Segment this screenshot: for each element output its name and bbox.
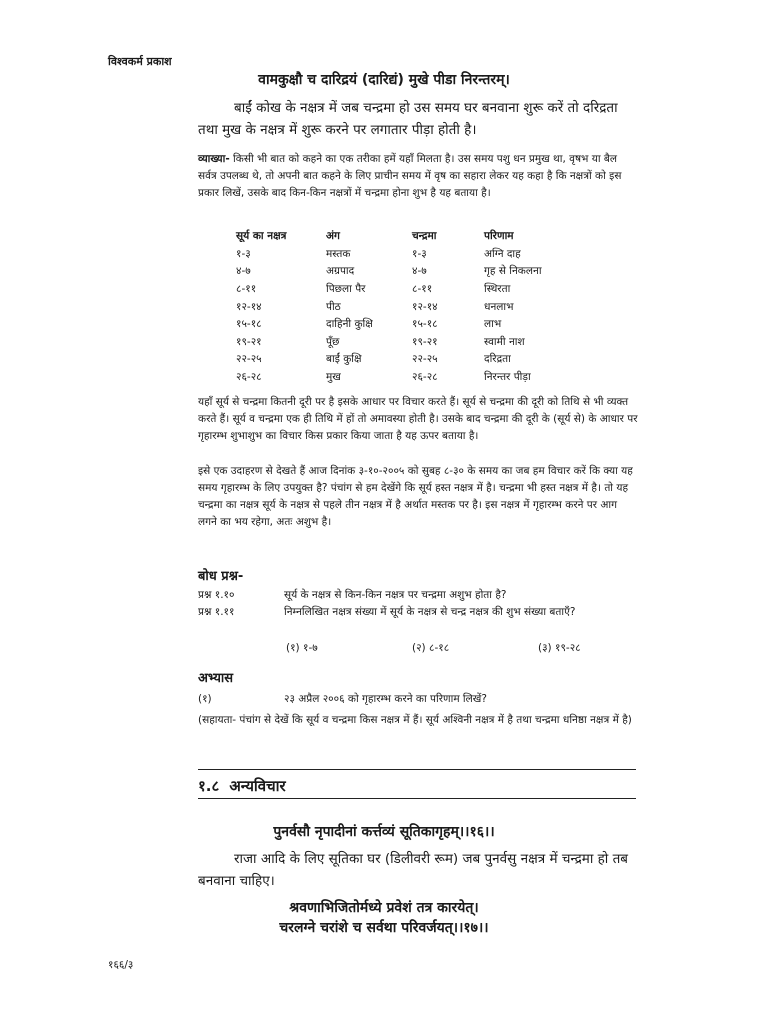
example-paragraph: इसे एक उदाहरण से देखते हैं आज दिनांक ३-१०-२००५ को सुबह ८-३० के समय का जब हम विचार करें कि क्या यह समय गृहारम्भ के लिए उपयुक्त है? पंचांग से हम देखेंगे कि सूर्य हस्त नक्षत्र में है। चन्द्रमा भी हस्त नक्षत्र में है। तो यह चन्द्रमा का नक्षत्र सूर्य के नक्षत्र से पहले तीन नक्षत्र में है अर्थात मस्तक पर है। इस नक्षत्र में गृहारम्भ करने पर आग लगने का भय रहेगा, अतः अशुभ है। (198, 465, 633, 528)
question-number: प्रश्न १.१० (198, 589, 235, 601)
table-row (236, 263, 604, 281)
explanation-label: व्याख्या- (198, 153, 230, 165)
table-cell: २६-२८ (412, 370, 438, 383)
col-header-result: परिणाम (484, 230, 514, 242)
question-number: प्रश्न १.११ (198, 606, 235, 618)
table-cell: पिछला पैर (326, 282, 366, 295)
table-cell: लाभ (484, 318, 502, 331)
table-row (236, 368, 604, 386)
page-number: १६६/३ (108, 959, 134, 971)
explanation-paragraph-2: यहाँ सूर्य से चन्द्रमा कितनी दूरी पर है इसके आधार पर विचार करते हैं। सूर्य से चन्द्रमा की दूरी को तिथि से भी व्यक्त करते हैं। सूर्य व चन्द्रमा एक ही तिथि में हों तो अमावस्या होती है। उसके बाद चन्द्रमा की दूरी के (सूर्य से) के आधार पर गृहारम्भ शुभाशुभ का विचार किस प्रकार किया जाता है यह ऊपर बताया है। (198, 396, 638, 442)
table-cell: अग्रपाद (326, 265, 355, 278)
abhyas-heading: अभ्यास (198, 671, 234, 686)
question-text: निम्नलिखित नक्षत्र संख्या में सूर्य के नक्षत्र से चन्द्र नक्षत्र की शुभ संख्या बताएँ? (284, 606, 576, 618)
explanation-text: किसी भी बात को कहने का एक तरीका हमें यहाँ मिलता है। उस समय पशु धन प्रमुख था, वृषभ या बैल सर्वत्र उपलब्ध थे, तो अपनी बात कहने के लिए प्राचीन समय में वृष का सहारा लेकर यह कहा है कि नक्षत्रों को इस प्रकार लिखें, उसके बाद किन-किन नक्षत्रों में चन्द्रमा होना शुभ है यह बताया है। (198, 153, 622, 199)
table-cell: १२-१४ (236, 300, 262, 313)
table-cell: २६-२८ (236, 370, 262, 383)
question-1-10 (198, 587, 638, 603)
section-heading (198, 776, 286, 796)
table-cell: ८-११ (412, 282, 433, 295)
table-cell: ४-७ (412, 265, 427, 278)
table-cell: मस्तक (326, 247, 351, 260)
col-header-sun-nakshatra: सूर्य का नक्षत्र (236, 230, 287, 242)
table-cell: १२-१४ (412, 300, 438, 313)
verse-17-line-2: चरलग्ने चरांशे च सर्वथा परिवर्जयत्।।१७।। (279, 920, 489, 936)
table-cell: अग्नि दाह (484, 247, 521, 260)
table-cell: स्थिरता (484, 282, 511, 295)
table-cell: पूँछ (326, 335, 340, 348)
running-header: विश्वकर्म प्रकाश (108, 55, 172, 68)
bodh-prashna-heading: बोध प्रश्न- (198, 569, 244, 584)
exercise-hint: (सहायता- पंचांग से देखें कि सूर्य व चन्द्रमा किस नक्षत्र में हैं। सूर्य अश्विनी नक्षत्र में है तथा चन्द्रमा धनिष्ठा नक्षत्र में है) (198, 714, 632, 726)
table-cell: धनलाभ (484, 300, 514, 313)
table-cell: १-३ (236, 247, 251, 260)
table-header-row (236, 227, 604, 245)
question-text: सूर्य के नक्षत्र से किन-किन नक्षत्र पर चन्द्रमा अशुभ होता है? (284, 589, 507, 601)
table-cell: गृह से निकलना (484, 265, 542, 278)
translation-text: बाईं कोख के नक्षत्र में जब चन्द्रमा हो उस समय घर बनवाना शुरू करें तो दरिद्रता तथा मुख के नक्षत्र में शुरू करने पर लगातार पीड़ा होती है। (198, 100, 618, 138)
verse-1: वामकुक्षौ च दारिद्रयं (दारिद्यं) मुखे पीडा निरन्तरम्। (258, 72, 510, 88)
section-rule-bottom (198, 798, 636, 799)
table-cell: पीठ (326, 300, 341, 313)
verse-16: पुनर्वसौ नृपादीनां कर्त्तव्यं सूतिकागृहम्।।१६।। (273, 824, 495, 840)
verse-17-line-1: श्रवणाभिजितोर्मध्ये प्रवेशं तत्र कारयेत्। (289, 900, 479, 916)
section-number: १.८ (198, 777, 220, 795)
section-title: अन्यविचार (229, 777, 286, 795)
table-cell: दाहिनी कुक्षि (326, 318, 373, 331)
table-row (236, 298, 604, 316)
table-cell: दरिद्रता (484, 353, 511, 366)
question-1-11 (198, 604, 638, 620)
translation-paragraph-16 (198, 848, 638, 892)
col-header-body-part: अंग (326, 230, 340, 242)
table-cell: १९-२१ (236, 335, 262, 348)
table-cell: १९-२१ (412, 335, 438, 348)
answer-options (286, 641, 628, 655)
table-cell: निरन्तर पीड़ा (484, 370, 531, 383)
translation-text: राजा आदि के लिए सूतिका घर (डिलीवरी रूम) जब पुनर्वसु नक्षत्र में चन्द्रमा हो तब बनवाना चाहिए। (198, 851, 628, 889)
table-row (236, 351, 604, 369)
question-number: (१) (198, 693, 212, 705)
table-cell: ४-७ (236, 265, 251, 278)
question-text: २३ अप्रैल २००६ को गृहारम्भ करने का परिणाम लिखें? (284, 693, 487, 705)
table-cell: बाईं कुक्षि (326, 353, 362, 366)
table-cell: २२-२५ (412, 353, 438, 366)
table-row (236, 315, 604, 333)
nakshatra-table (236, 227, 604, 386)
explanation-paragraph (198, 151, 638, 202)
table-cell: १५-१८ (412, 318, 438, 331)
table-row (236, 245, 604, 263)
option-2: (२) ८-१८ (412, 642, 450, 654)
table-cell: १५-१८ (236, 318, 262, 331)
table-cell: १-३ (412, 247, 427, 260)
section-rule-top (198, 769, 636, 770)
table-cell: मुख (326, 370, 341, 383)
table-cell: २२-२५ (236, 353, 262, 366)
table-cell: स्वामी नाश (484, 335, 525, 348)
option-1: (१) १-७ (286, 642, 318, 654)
table-row (236, 333, 604, 351)
table-row (236, 280, 604, 298)
table-cell: ८-११ (236, 282, 257, 295)
option-3: (३) १९-२८ (538, 642, 581, 654)
translation-paragraph-1 (198, 97, 638, 141)
exercise-question (198, 691, 638, 707)
col-header-moon: चन्द्रमा (412, 230, 437, 242)
